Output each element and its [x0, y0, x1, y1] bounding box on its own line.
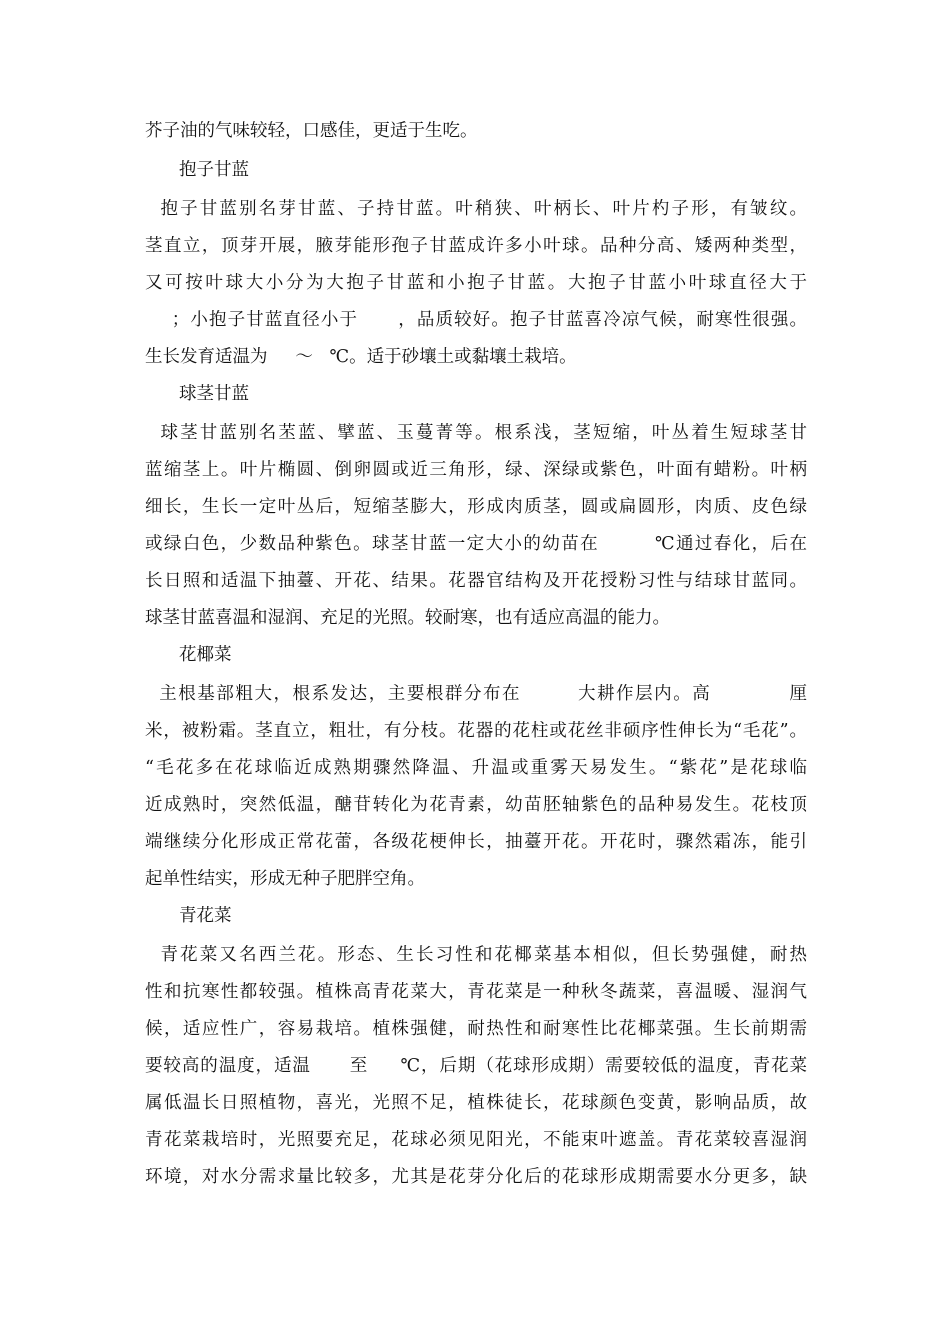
text-line: 茎直立，顶芽开展，腋芽能形孢子甘蓝成许多小叶球。品种分高、矮两种类型， [145, 236, 807, 256]
text-line: 属低温长日照植物，喜光，光照不足，植株徒长，花球颜色变黄，影响品质，故 [145, 1093, 807, 1113]
text-line: 青花菜栽培时，光照要充足，花球必须见阳光，不能束叶遮盖。青花菜较喜湿润 [145, 1130, 807, 1150]
text-line: 候，适应性广，容易栽培。植株强健，耐热性和耐寒性比花椰菜强。生长前期需 [145, 1019, 807, 1039]
text-line: 芥子油的气味较轻，口感佳，更适于生吃。 [145, 121, 478, 141]
text-line: 又可按叶球大小分为大抱子甘蓝和小抱子甘蓝。大抱子甘蓝小叶球直径大于 [145, 273, 807, 293]
text-line: 抱子甘蓝别名芽甘蓝、子持甘蓝。叶稍狭、叶柄长、叶片杓子形，有皱纹。 [145, 199, 807, 219]
text-line: 主根基部粗大，根系发达，主要根群分布在 大耕作层内。高 厘 [145, 684, 807, 704]
text-line: 青花菜又名西兰花。形态、生长习性和花椰菜基本相似，但长势强健，耐热 [145, 945, 807, 965]
text-line: ；小抱子甘蓝直径小于 ，品质较好。抱子甘蓝喜冷凉气候，耐寒性很强。 [145, 310, 807, 330]
section-heading-kohlrabi: 球茎甘蓝 [179, 384, 249, 404]
text-line: 端继续分化形成正常花蕾，各级花梗伸长，抽薹开花。开花时，骤然霜冻，能引 [145, 832, 807, 852]
text-line: 长日照和适温下抽薹、开花、结果。花器官结构及开花授粉习性与结球甘蓝同。 [145, 571, 807, 591]
text-line: “毛花多在花球临近成熟期骤然降温、升温或重雾天易发生。“紫花”是花球临 [145, 758, 807, 778]
text-line: 球茎甘蓝喜温和湿润、充足的光照。较耐寒，也有适应高温的能力。 [145, 608, 670, 628]
text-line: 米，被粉霜。茎直立，粗壮，有分枝。花器的花柱或花丝非硕序性伸长为“毛花”。 [145, 721, 807, 741]
text-line: 环境，对水分需求量比较多，尤其是花芽分化后的花球形成期需要水分更多，缺 [145, 1167, 807, 1187]
text-line: 性和抗寒性都较强。植株高青花菜大，青花菜是一种秋冬蔬菜，喜温暖、湿润气 [145, 982, 807, 1002]
section-heading-brussels-sprouts: 抱子甘蓝 [179, 160, 249, 180]
text-line: 要较高的温度，适温 至 ℃，后期（花球形成期）需要较低的温度，青花菜 [145, 1056, 807, 1076]
text-line: 蓝缩茎上。叶片椭圆、倒卵圆或近三角形，绿、深绿或紫色，叶面有蜡粉。叶柄 [145, 460, 807, 480]
text-line: 近成熟时，突然低温，醣苷转化为花青素，幼苗胚轴紫色的品种易发生。花枝顶 [145, 795, 807, 815]
text-line: 球茎甘蓝别名苤蓝、擘蓝、玉蔓菁等。根系浅，茎短缩，叶丛着生短球茎甘 [145, 423, 807, 443]
text-line: 细长，生长一定叶丛后，短缩茎膨大，形成肉质茎，圆或扁圆形，肉质、皮色绿 [145, 497, 807, 517]
section-heading-broccoli: 青花菜 [179, 906, 232, 926]
text-line: 或绿白色，少数品种紫色。球茎甘蓝一定大小的幼苗在 ℃通过春化，后在 [145, 534, 807, 554]
text-line: 生长发育适温为 ～ ℃。适于砂壤土或黏壤土栽培。 [145, 347, 577, 367]
text-line: 起单性结实，形成无种子肥胖空角。 [145, 869, 425, 889]
section-heading-cauliflower: 花椰菜 [179, 645, 232, 665]
